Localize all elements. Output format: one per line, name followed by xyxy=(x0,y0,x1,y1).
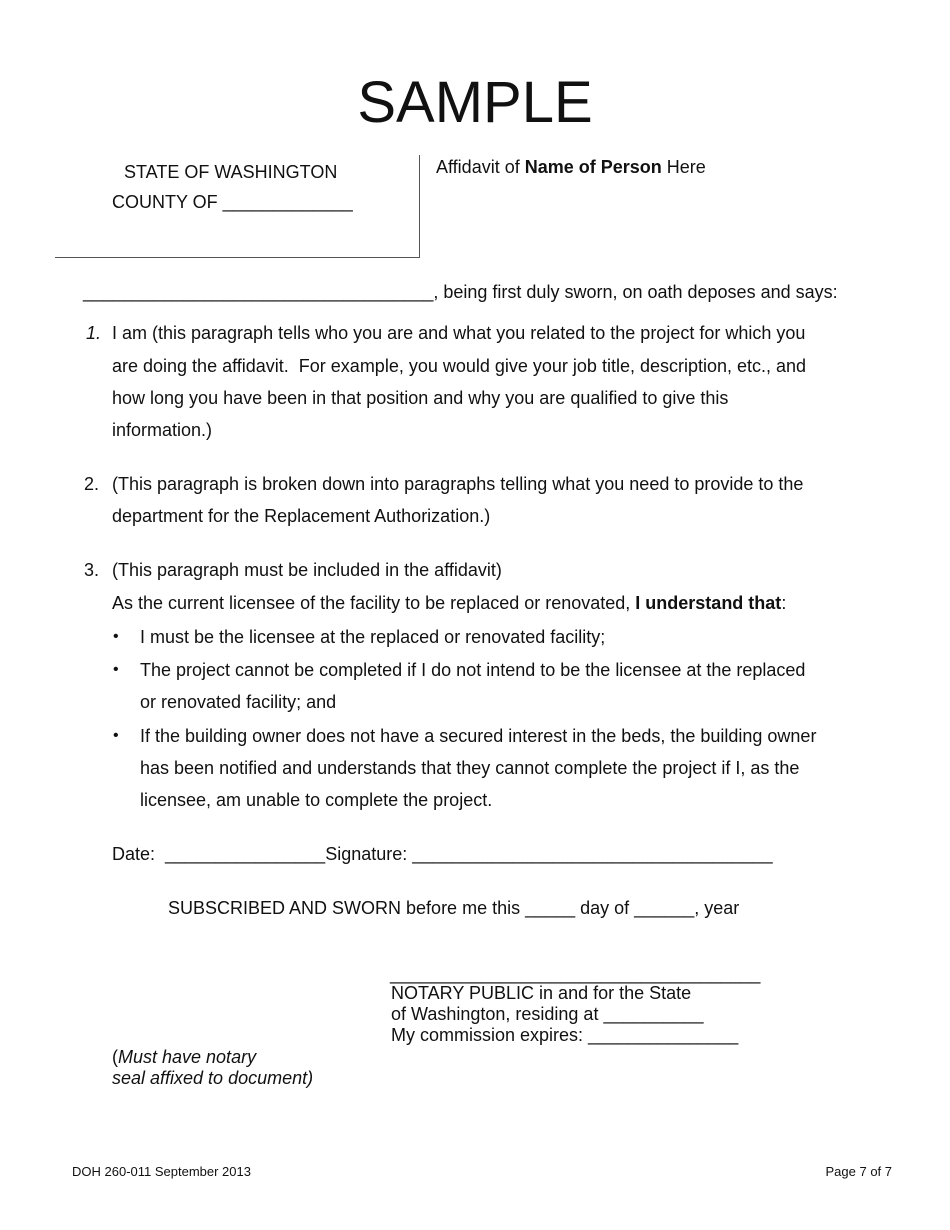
bullet-item-line: The project cannot be completed if I do not intend to be the licensee at the replaced xyxy=(140,660,806,680)
notary-line-1: NOTARY PUBLIC in and for the State xyxy=(391,983,692,1003)
subscribed-sworn-line: SUBSCRIBED AND SWORN before me this _____ day of ______, year xyxy=(168,898,740,918)
paragraph-1-line: are doing the affidavit. For example, you would give your job title, description, etc., and xyxy=(112,356,807,376)
state-heading: STATE OF WASHINGTON xyxy=(124,162,338,182)
paragraph-1-number: 1. xyxy=(86,323,102,343)
paragraph-2-line: department for the Replacement Authorization.) xyxy=(112,506,491,526)
footer-page-number: Page 7 of 7 xyxy=(825,1164,892,1179)
paragraph-2-number: 2. xyxy=(84,474,100,494)
bullet-item-line: has been notified and understands that they cannot complete the project if I, as the xyxy=(140,758,800,778)
county-field: COUNTY OF _____________ xyxy=(112,192,353,212)
bullet-glyph: • xyxy=(113,727,119,744)
notary-line-2: of Washington, residing at __________ xyxy=(391,1004,704,1024)
sample-watermark: SAMPLE xyxy=(357,70,593,135)
sworn-line: ___________________________________, being first duly sworn, on oath deposes and says: xyxy=(83,282,838,302)
paragraph-1-line: information.) xyxy=(112,420,213,440)
seal-note-line-1: (Must have notary xyxy=(112,1047,257,1067)
paragraph-2-line: (This paragraph is broken down into paragraphs telling what you need to provide to the xyxy=(112,474,804,494)
bullet-glyph: • xyxy=(113,628,119,645)
date-signature-line: Date: ________________Signature: ____________________________________ xyxy=(112,844,773,864)
affidavit-prefix: Affidavit of xyxy=(436,157,525,177)
paragraph-1-line: how long you have been in that position and why you are qualified to give this xyxy=(112,388,729,408)
bullet-item-line: If the building owner does not have a secured interest in the beds, the building owner xyxy=(140,726,817,746)
bullet-glyph: • xyxy=(113,661,119,678)
paragraph-3-number: 3. xyxy=(84,560,100,580)
footer-form-id: DOH 260-011 September 2013 xyxy=(72,1164,251,1179)
bullet-item-line: licensee, am unable to complete the project. xyxy=(140,790,493,810)
seal-note-line-2: seal affixed to document) xyxy=(112,1068,314,1088)
bullet-item-line: I must be the licensee at the replaced or renovated facility; xyxy=(140,627,606,647)
notary-line-3: My commission expires: _______________ xyxy=(391,1025,739,1045)
notary-signature-rule: _____________________________________ xyxy=(390,964,761,984)
understanding-statement: As the current licensee of the facility to be replaced or renovated, I understand that: xyxy=(112,593,787,613)
affiant-name: Name of Person xyxy=(524,157,662,177)
affidavit-suffix: Here xyxy=(661,157,706,177)
paragraph-1-line: I am (this paragraph tells who you are and what you related to the project for which you xyxy=(112,323,806,343)
affidavit-title xyxy=(436,155,706,179)
bullet-item-line: or renovated facility; and xyxy=(140,692,337,712)
paragraph-3-intro: (This paragraph must be included in the affidavit) xyxy=(112,560,502,580)
